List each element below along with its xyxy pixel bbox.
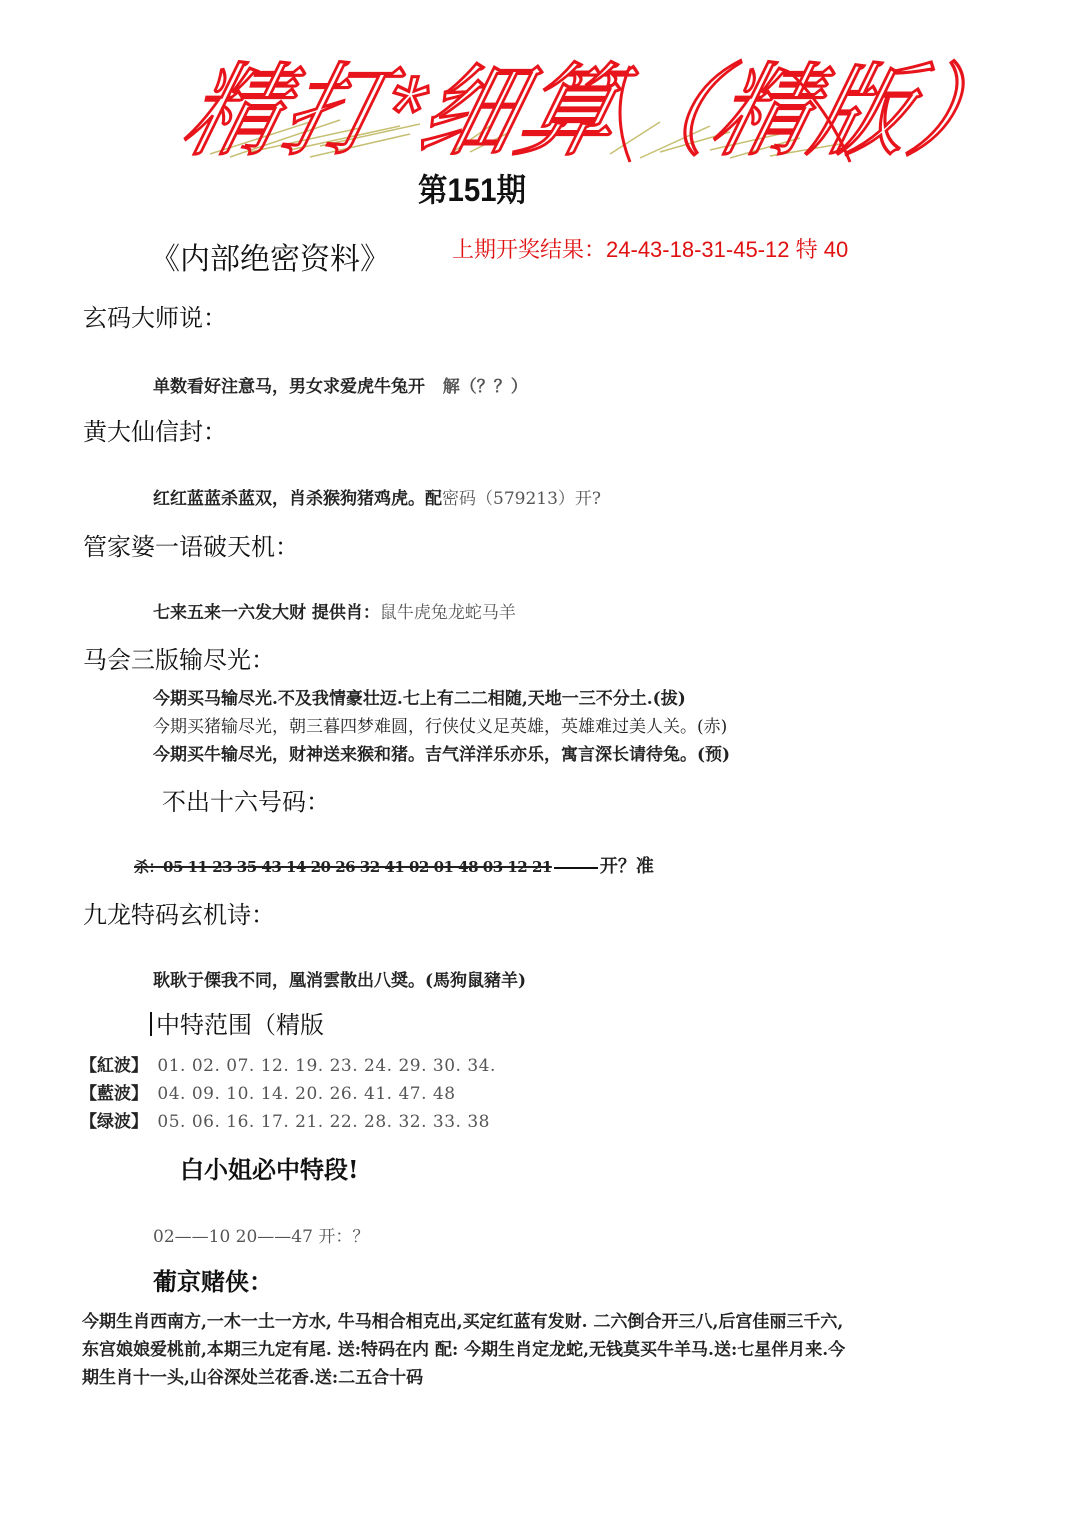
text-cursor-bar [150, 1012, 152, 1036]
xuanma-line: 单数看好注意马，男女求爱虎牛兔开 解（？？） [153, 377, 528, 397]
bai-line: 02——10 20——47 开：？ [153, 1227, 370, 1247]
special-label: 特 [795, 237, 818, 262]
mahui-line-1: 今期买马输尽光.不及我情豪壮迈.七上有二二相随,天地一三不分土.(拔) [153, 689, 686, 709]
section-heading-jiulong: 九龙特码玄机诗： [83, 901, 275, 929]
wave-row-blue: 【藍波】 04. 09. 10. 14. 20. 26. 41. 47. 48 [80, 1084, 456, 1104]
last-draw-result [452, 233, 848, 264]
section-heading-xuanma: 玄码大师说： [83, 304, 227, 332]
wave-row-red: 【紅波】 01. 02. 07. 12. 19. 23. 24. 29. 30. 34. [80, 1056, 496, 1076]
huangdaxian-line: 红红蓝蓝杀蓝双，肖杀猴狗猪鸡虎。配密码（579213）开? [153, 489, 602, 509]
kill-numbers-line [134, 852, 654, 878]
section-heading-mahui: 马会三版输尽光： [83, 646, 275, 674]
dash-divider [554, 867, 598, 869]
mahui-line-2: 今期买猪输尽光，朝三暮四梦难圆，行侠仗义足英雄，英雄难过美人关。(赤) [153, 717, 728, 737]
section-heading-bai: 白小姐必中特段! [180, 1155, 359, 1184]
kill-label: 杀： [134, 858, 164, 876]
banner-title: 精打*细算（精版） [190, 62, 880, 172]
kill-suffix: 开？准 [599, 856, 654, 877]
section-heading-guanjiapo: 管家婆一语破天机： [83, 533, 299, 561]
wave-row-green: 【绿波】 05. 06. 16. 17. 21. 22. 28. 32. 33. 38 [80, 1112, 490, 1132]
pujing-line-3: 期生肖十一头,山谷深处兰花香.送:二五合十码 [82, 1368, 424, 1388]
section-heading-range: 中特范围（精版 [150, 1005, 324, 1040]
special-number: 40 [823, 237, 849, 262]
section-heading-buchu16: 不出十六号码： [162, 788, 330, 816]
pujing-line-2: 东宫娘娘爱桃前,本期三九定有尾. 送:特码在内 配: 今期生肖定龙蛇,无钱莫买牛羊马.送:七星伴月来.今 [82, 1340, 846, 1360]
pujing-line-1: 今期生肖西南方,一木一土一方水, 牛马相合相克出,买定红蓝有发财. 二六倒合开三八,后宫佳丽三千六, [82, 1312, 844, 1332]
jiulong-line: 耿耿于傈我不同，凰消雲散出八奨。(馬狗鼠豬羊) [153, 971, 527, 991]
guanjiapo-line: 七来五来一六发大财 提供肖：鼠牛虎兔龙蛇马羊 [153, 603, 516, 623]
kill-numbers: 05 11 23 35 43 14 20 26 32 41 02 01 48 03 12 21 [163, 858, 552, 876]
mahui-line-3: 今期买牛输尽光，财神送来猴和猪。吉气洋洋乐亦乐，寓言深长请待兔。(预) [153, 745, 731, 765]
section-heading-huangdaxian: 黄大仙信封： [83, 418, 227, 446]
section-heading-pujing: 葡京赌侠： [153, 1267, 273, 1296]
secret-title: 《内部绝密资料》 [150, 242, 390, 277]
issue-number: 第151期 [418, 172, 527, 208]
last-result-numbers: 24-43-18-31-45-12 [606, 237, 790, 262]
last-result-label: 上期开奖结果： [452, 237, 607, 262]
